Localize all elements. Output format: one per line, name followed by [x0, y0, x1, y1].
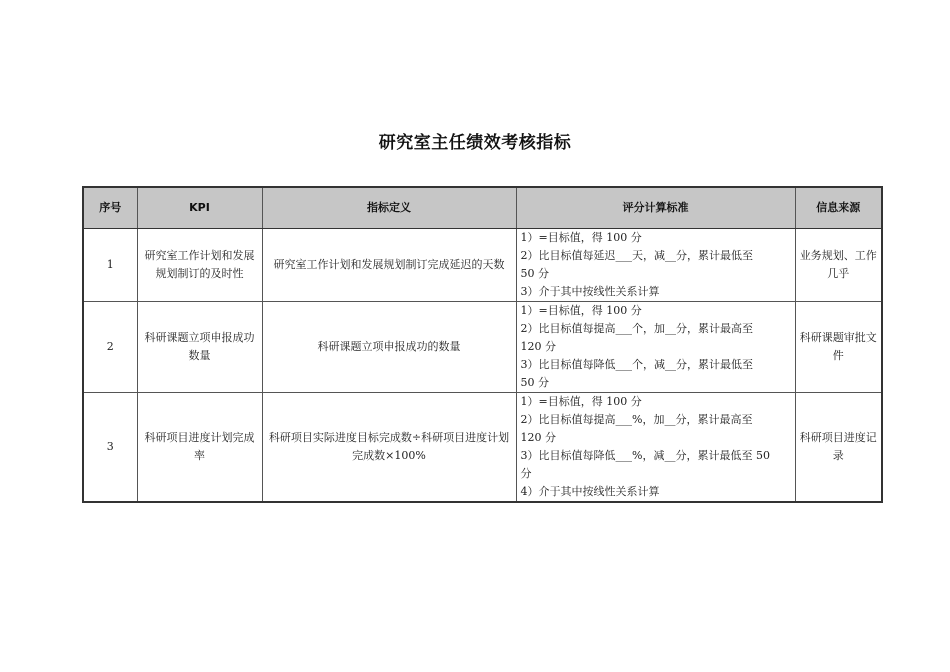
- standard-line: 2）比目标值每提高___%，加__分，累计最高至: [520, 413, 753, 426]
- standard-cell: [516, 229, 795, 302]
- table-row: [83, 393, 882, 503]
- standard-cell: [516, 302, 795, 393]
- source-cell: 科研课题审批文件: [795, 302, 882, 393]
- standard-line: 1）=目标值，得 100 分: [520, 395, 642, 408]
- row-index-cell: 2: [83, 302, 137, 393]
- standard-line: 1）=目标值，得 100 分: [520, 304, 642, 317]
- standard-line: 50 分: [520, 267, 549, 280]
- row-index-cell: 3: [83, 393, 137, 503]
- definition-cell: 研究室工作计划和发展规划制订完成延迟的天数: [262, 229, 516, 302]
- kpi-cell: 研究室工作计划和发展规划制订的及时性: [137, 229, 262, 302]
- source-cell: 业务规划、工作几乎: [795, 229, 882, 302]
- standard-line: 3）比目标值每降低___%，减__分，累计最低至 50: [520, 449, 770, 462]
- standard-line: 3）介于其中按线性关系计算: [520, 285, 660, 298]
- header-index: 序号: [83, 187, 137, 229]
- header-standard: 评分计算标准: [516, 187, 795, 229]
- page-title: 研究室主任绩效考核指标: [378, 133, 572, 153]
- standard-cell: [516, 393, 795, 503]
- table-header-row: [83, 187, 882, 229]
- standard-line: 1）=目标值，得 100 分: [520, 231, 642, 244]
- standard-line: 2）比目标值每提高___个，加__分，累计最高至: [520, 322, 753, 335]
- header-source: 信息来源: [795, 187, 882, 229]
- definition-cell: 科研项目实际进度目标完成数÷科研项目进度计划完成数×100%: [262, 393, 516, 503]
- table-row: [83, 229, 882, 302]
- kpi-cell: 科研项目进度计划完成率: [137, 393, 262, 503]
- standard-line: 分: [520, 467, 532, 480]
- header-definition: 指标定义: [262, 187, 516, 229]
- row-index-cell: 1: [83, 229, 137, 302]
- standard-line: 3）比目标值每降低___个，减__分，累计最低至: [520, 358, 753, 371]
- header-kpi: KPI: [137, 187, 262, 229]
- standard-line: 50 分: [520, 376, 549, 389]
- standard-line: 120 分: [520, 431, 556, 444]
- kpi-table: [82, 186, 883, 503]
- table-row: [83, 302, 882, 393]
- kpi-cell: 科研课题立项申报成功数量: [137, 302, 262, 393]
- standard-line: 2）比目标值每延迟___天，减__分，累计最低至: [520, 249, 753, 262]
- standard-line: 120 分: [520, 340, 556, 353]
- standard-line: 4）介于其中按线性关系计算: [520, 485, 660, 498]
- source-cell: 科研项目进度记录: [795, 393, 882, 503]
- definition-cell: 科研课题立项申报成功的数量: [262, 302, 516, 393]
